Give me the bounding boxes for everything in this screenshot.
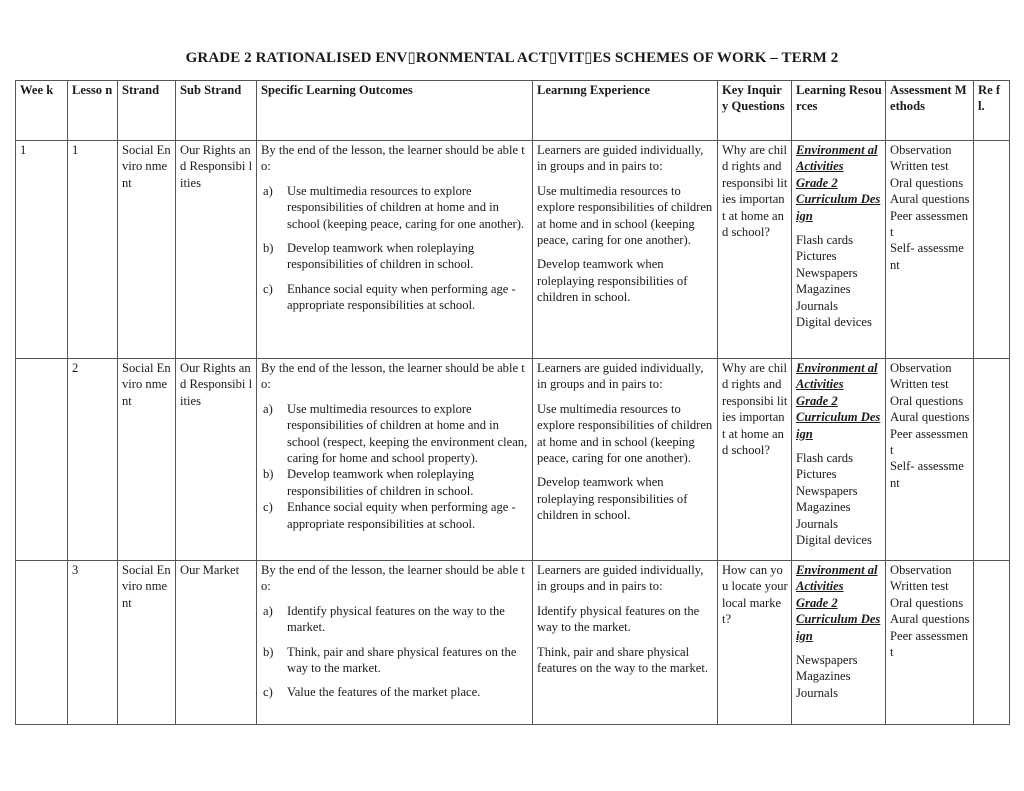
assessment-cell: [886, 359, 974, 561]
outcome-item: [261, 684, 529, 700]
experience-cell: [533, 561, 718, 725]
strand-cell: Social Enviro nment: [118, 141, 176, 359]
resource-item: Digital devices: [796, 533, 872, 548]
resources-cell: [792, 359, 886, 561]
outcome-mark: b): [263, 467, 274, 482]
experience-paragraph: Learners are guided individually, in groups and in pairs to:: [537, 361, 704, 392]
outcome-mark: c): [263, 500, 273, 515]
lesson-cell: 3: [68, 561, 118, 725]
resource-link[interactable]: Grade 2: [796, 175, 838, 190]
lesson-cell: 1: [68, 141, 118, 359]
table-row: [16, 561, 1010, 725]
assessment-item: Oral questions: [890, 175, 964, 190]
sub-strand-cell: Our Market: [176, 561, 257, 725]
assessment-item: Self- assessment: [890, 241, 964, 272]
outcome-text: Enhance social equity when performing age -appropriate responsibilities at school.: [287, 500, 516, 531]
header-experience: Learnıng Experience: [533, 81, 718, 141]
sub-strand-cell: Our Rights and Responsibi lities: [176, 141, 257, 359]
header-lesson: Lesso n: [68, 81, 118, 141]
outcome-item: [261, 466, 529, 499]
resource-item: Magazines: [796, 500, 851, 515]
resource-item: Pictures: [796, 249, 837, 264]
experience-cell: [533, 141, 718, 359]
outcomes-intro: By the end of the lesson, the learner should be able to:: [261, 563, 525, 594]
assessment-item: Peer assessment: [890, 208, 968, 240]
resource-link[interactable]: Environment al Activities: [796, 361, 878, 392]
outcomes-intro: By the end of the lesson, the learner should be able to:: [261, 361, 525, 392]
resource-link[interactable]: Curriculum Design: [796, 410, 881, 441]
outcomes-cell: [257, 359, 533, 561]
strand-cell: Social Enviro nment: [118, 359, 176, 561]
outcome-text: Use multimedia resources to explore responsibilities of children at home and in school (respect, keeping the environment clean, caring for home and school property).: [287, 401, 528, 466]
resource-item: Pictures: [796, 467, 837, 482]
document-title: GRADE 2 RATIONALISED ENV▯RONMENTAL ACT▯VIT▯ES SCHEMES OF WORK – TERM 2: [185, 50, 839, 66]
outcome-mark: a): [263, 603, 273, 618]
resource-item: Magazines: [796, 282, 851, 297]
sub-strand-cell: Our Rights and Responsibi lities: [176, 359, 257, 561]
header-sub-strand: Sub Strand: [176, 81, 257, 141]
outcome-text: Value the features of the market place.: [287, 685, 481, 700]
inquiry-question-cell: How can you locate your local market?: [718, 561, 792, 725]
assessment-item: Oral questions: [890, 595, 964, 610]
resource-link[interactable]: Curriculum Design: [796, 192, 881, 223]
resources-cell: [792, 141, 886, 359]
outcome-item: [261, 183, 529, 232]
outcomes-cell: [257, 141, 533, 359]
resource-link[interactable]: Environment al Activities: [796, 143, 878, 174]
lesson-cell: 2: [68, 359, 118, 561]
inquiry-question-cell: Why are child rights and responsibi lities important at home and school?: [718, 141, 792, 359]
resource-item: Flash cards: [796, 451, 854, 466]
resource-item: Journals: [796, 685, 838, 700]
experience-paragraph: Think, pair and share physical features on the way to the market.: [537, 644, 708, 676]
outcome-mark: c): [263, 281, 273, 296]
outcome-mark: c): [263, 685, 273, 700]
outcome-item: [261, 281, 529, 314]
resource-item: Digital devices: [796, 315, 872, 330]
assessment-item: Observation: [890, 143, 952, 157]
assessment-item: Written test: [890, 159, 949, 174]
reflection-cell: [974, 359, 1010, 561]
header-resources: Learning Resources: [792, 81, 886, 141]
outcome-text: Think, pair and share physical features on the way to the market.: [287, 644, 517, 676]
resource-item: Newspapers: [796, 653, 858, 668]
outcome-mark: b): [263, 241, 274, 256]
assessment-item: Aural questions: [890, 410, 970, 425]
resource-link[interactable]: Grade 2: [796, 595, 838, 610]
header-row: [16, 81, 1010, 141]
outcome-text: Develop teamwork when roleplaying responsibilities of children in school.: [287, 241, 475, 272]
header-questions: Key Inquiry Questions: [718, 81, 792, 141]
header-reflection: Re fl.: [974, 81, 1010, 141]
experience-paragraph: Identify physical features on the way to the market.: [537, 603, 700, 635]
experience-paragraph: Develop teamwork when roleplaying responsibilities of children in school.: [537, 475, 688, 523]
outcomes-intro: By the end of the lesson, the learner should be able to:: [261, 143, 525, 174]
outcome-item: [261, 240, 529, 273]
reflection-cell: [974, 561, 1010, 725]
experience-paragraph: Develop teamwork when roleplaying responsibilities of children in school.: [537, 257, 688, 305]
table-row: [16, 141, 1010, 359]
resource-link[interactable]: Grade 2: [796, 393, 838, 408]
outcome-mark: a): [263, 183, 273, 198]
resources-cell: [792, 561, 886, 725]
experience-paragraph: Learners are guided individually, in groups and in pairs to:: [537, 143, 704, 174]
header-assessment: Assessment Methods: [886, 81, 974, 141]
table-row: [16, 359, 1010, 561]
assessment-item: Aural questions: [890, 612, 970, 627]
assessment-item: Observation: [890, 563, 952, 577]
reflection-cell: [974, 141, 1010, 359]
resource-item: Journals: [796, 298, 838, 313]
assessment-item: Aural questions: [890, 192, 970, 207]
outcome-item: [261, 401, 529, 467]
resource-item: Flash cards: [796, 233, 854, 248]
resource-item: Newspapers: [796, 265, 858, 280]
experience-paragraph: Use multimedia resources to explore responsibilities of children at home and in school (keeping peace, caring for one another).: [537, 401, 713, 466]
strand-cell: Social Enviro nment: [118, 561, 176, 725]
outcome-item: [261, 603, 529, 636]
assessment-item: Peer assessment: [890, 628, 968, 660]
experience-paragraph: Use multimedia resources to explore responsibilities of children at home and in school (keeping peace, caring for one another).: [537, 183, 713, 248]
assessment-item: Written test: [890, 377, 949, 392]
assessment-item: Self- assessment: [890, 459, 964, 490]
outcome-item: [261, 499, 529, 532]
experience-cell: [533, 359, 718, 561]
resource-item: Magazines: [796, 669, 851, 684]
outcome-item: [261, 644, 529, 677]
week-cell: 1: [16, 141, 68, 359]
experience-paragraph: Learners are guided individually, in groups and in pairs to:: [537, 563, 704, 594]
assessment-item: Written test: [890, 579, 949, 594]
outcome-text: Develop teamwork when roleplaying responsibilities of children in school.: [287, 467, 475, 498]
outcome-text: Identify physical features on the way to the market.: [287, 603, 505, 635]
resource-item: Journals: [796, 516, 838, 531]
resource-link[interactable]: Environment al Activities: [796, 563, 878, 594]
scheme-of-work-table: [15, 80, 1010, 725]
inquiry-question-cell: Why are child rights and responsibi lities important at home and school?: [718, 359, 792, 561]
resource-link[interactable]: Curriculum Design: [796, 612, 881, 643]
week-cell: [16, 561, 68, 725]
assessment-item: Oral questions: [890, 393, 964, 408]
header-strand: Strand: [118, 81, 176, 141]
outcome-mark: a): [263, 401, 273, 416]
assessment-cell: [886, 561, 974, 725]
resource-item: Newspapers: [796, 483, 858, 498]
outcome-text: Use multimedia resources to explore responsibilities of children at home and in school (keeping peace, caring for one another).: [287, 183, 525, 231]
outcome-text: Enhance social equity when performing age -appropriate responsibilities at school.: [287, 281, 516, 313]
header-outcomes: Specific Learning Outcomes: [257, 81, 533, 141]
header-week: Wee k: [16, 81, 68, 141]
week-cell: [16, 359, 68, 561]
outcomes-cell: [257, 561, 533, 725]
assessment-item: Peer assessment: [890, 426, 968, 458]
assessment-item: Observation: [890, 361, 952, 375]
assessment-cell: [886, 141, 974, 359]
outcome-mark: b): [263, 644, 274, 659]
